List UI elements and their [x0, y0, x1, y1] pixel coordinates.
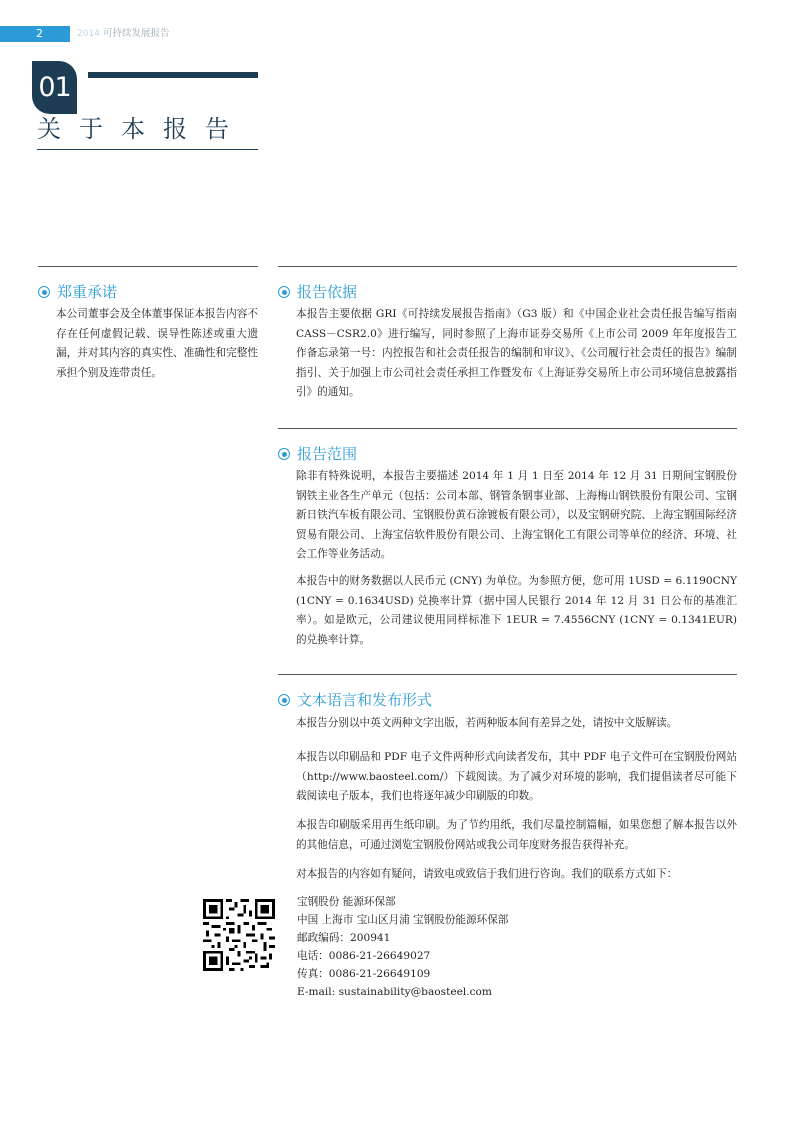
commitment-body: 本公司董事会及全体董事保证本报告内容不存在任何虚假记载、误导性陈述或重大遗漏，并对其内容的真实性、准确性和完整性承担个别及连带责任。	[56, 308, 258, 379]
header-title: 可持续发展报告	[103, 28, 170, 39]
contact-org: 宝钢股份 能源环保部	[297, 896, 396, 908]
section-bullet-icon	[278, 448, 290, 460]
section-rule	[278, 266, 737, 267]
qr-code-icon	[203, 899, 275, 971]
chapter-number: 01	[32, 61, 77, 114]
scope-body-1: 除非有特殊说明，本报告主要描述 2014 年 1 月 1 日至 2014 年 12 月 31 日期间宝钢股份钢铁主业各生产单元（包括：公司本部、钢管条钢事业部、上海梅山钢铁股份有限公司、宝钢新日铁汽车板有限公司、宝钢股份黄石涂镀板有限公司），以及宝钢研究院、上海宝钢国际经济贸易有限公司、上海宝信软件股份有限公司、上海宝钢化工有限公司等单位的经济、环境、社会工作等业务活动。	[296, 470, 737, 560]
scope-body-2: 本报告中的财务数据以人民币元 (CNY) 为单位。为参照方便，您可用 1USD = 6.1190CNY (1CNY = 0.1634USD) 兑换率计算（据中国人民银行 2014 年 12 月 31 日公布的基准汇率）。如是欧元，公司建议使用同样标准下 1EUR = 7.4556CNY (1CNY = 0.1341EUR) 的兑换率计算。	[296, 575, 737, 646]
section-bullet-icon	[278, 694, 290, 706]
contact-email: E-mail: sustainability@baosteel.com	[297, 986, 492, 998]
contact-block	[297, 893, 508, 1001]
contact-address: 中国 上海市 宝山区月浦 宝钢股份能源环保部	[297, 914, 509, 926]
section-heading-text: 文本语言和发布形式	[297, 691, 433, 709]
language-body-1: 本报告分别以中英文两种文字出版，若两种版本间有差异之处，请按中文版解读。	[296, 717, 678, 729]
contact-fax: 传真：0086-21-26649109	[297, 968, 431, 980]
header-year: 2014	[77, 29, 100, 39]
language-body-3: 本报告印刷版采用再生纸印刷。为了节约用纸，我们尽量控制篇幅，如果您想了解本报告以外的其他信息，可通过浏览宝钢股份网站或我公司年度财务报告获得补充。	[296, 819, 737, 851]
section-rule	[278, 674, 737, 675]
title-underline	[37, 149, 258, 150]
section-bullet-icon	[278, 286, 290, 298]
section-rule	[38, 266, 258, 267]
section-heading-commitment	[38, 282, 117, 302]
basis-body: 本报告主要依据 GRI《可持续发展报告指南》（G3 版）和《中国企业社会责任报告编写指南 CASS－CSR2.0》进行编写，同时参照了上海市证券交易所《上市公司 2009 年年度报告工作备忘录第一号：内控报告和社会责任报告的编制和审议》、《公司履行社会责任的报告》编制指引、关于加强上市公司社会责任承担工作暨发布《上海证券交易所上市公司环境信息披露指引》的通知。	[296, 308, 737, 398]
chapter-divider	[88, 72, 258, 78]
section-rule	[278, 428, 737, 429]
language-body-2: 本报告以印刷品和 PDF 电子文件两种形式向读者发布，其中 PDF 电子文件可在宝钢股份网站（http://www.baosteel.com/）下载阅读。为了减少对环境的影响，我们提倡读者尽可能下载阅读电子版本，我们也将逐年减少印刷版的印数。	[296, 751, 737, 802]
contact-phone: 电话：0086-21-26649027	[297, 950, 431, 962]
section-heading-basis	[278, 282, 357, 302]
section-heading-text: 报告范围	[297, 445, 358, 463]
contact-postcode: 邮政编码：200941	[297, 932, 391, 944]
page-number: 2	[36, 27, 43, 40]
section-heading-language	[278, 690, 432, 710]
section-heading-text: 郑重承诺	[57, 283, 118, 301]
section-bullet-icon	[38, 286, 50, 298]
section-heading-text: 报告依据	[297, 283, 358, 301]
page-title: 关于本报告	[37, 115, 247, 143]
header-bar	[0, 26, 70, 42]
section-heading-scope	[278, 444, 357, 464]
language-body-4: 对本报告的内容如有疑问，请致电或致信于我们进行咨询。我们的联系方式如下：	[296, 868, 678, 880]
